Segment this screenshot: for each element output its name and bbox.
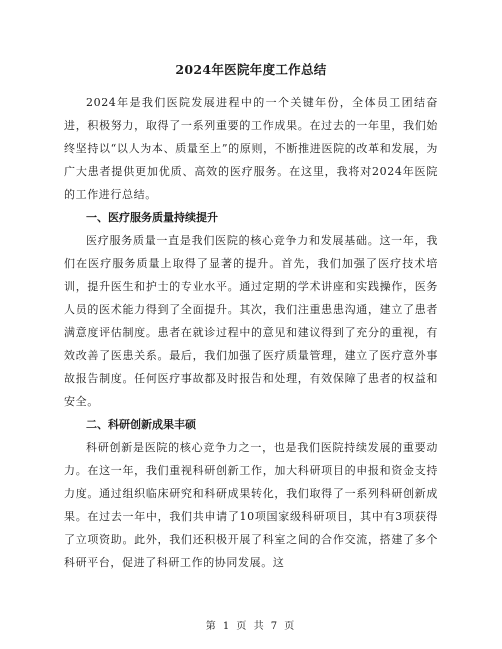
- page-number-footer: 第 1 页 共 7 页: [205, 621, 297, 632]
- section-body-research: 科研创新是医院的核心竞争力之一，也是我们医院持续发展的重要动力。在这一年，我们重视科研创新工作，加大科研项目的申报和资金支持力度。通过组织临床研究和科研成果转化，我们取得了一系列科研创新成果。在过去一年中，我们共申请了10项国家级科研项目，其中有3项获得了立项资助。此外，我们还积极开展了科室之间的合作交流，搭建了多个科研平台，促进了科研工作的协同发展。这: [64, 441, 438, 569]
- section-body-quality: 医疗服务质量一直是我们医院的核心竞争力和发展基础。这一年，我们在医疗服务质量上取得了显著的提升。首先，我们加强了医疗技术培训，提升医生和护士的专业水平。通过定期的学术讲座和实践操作，医务人员的医术能力得到了全面提升。其次，我们注重患患沟通，建立了患者满意度评估制度。患者在就诊过程中的意见和建议得到了充分的重视，有效改善了医患关系。最后，我们加强了医疗质量管理，建立了医疗意外事故报告制度。任何医疗事故都及时报告和处理，有效保障了患者的权益和安全。: [64, 234, 438, 408]
- section-heading-quality: 一、医疗服务质量持续提升: [86, 211, 218, 224]
- document-title: 2024年医院年度工作总结: [175, 62, 327, 77]
- intro-paragraph: 2024年是我们医院发展进程中的一个关键年份，全体员工团结奋进，积极努力，取得了一系列重要的工作成果。在过去的一年里，我们始终坚持以“以人为本、质量至上”的原则，不断推进医院的改革和发展，为广大患者提供更加优质、高效的医疗服务。在这里，我将对2024年医院的工作进行总结。: [64, 96, 438, 201]
- section-heading-research: 二、科研创新成果丰硕: [86, 418, 196, 431]
